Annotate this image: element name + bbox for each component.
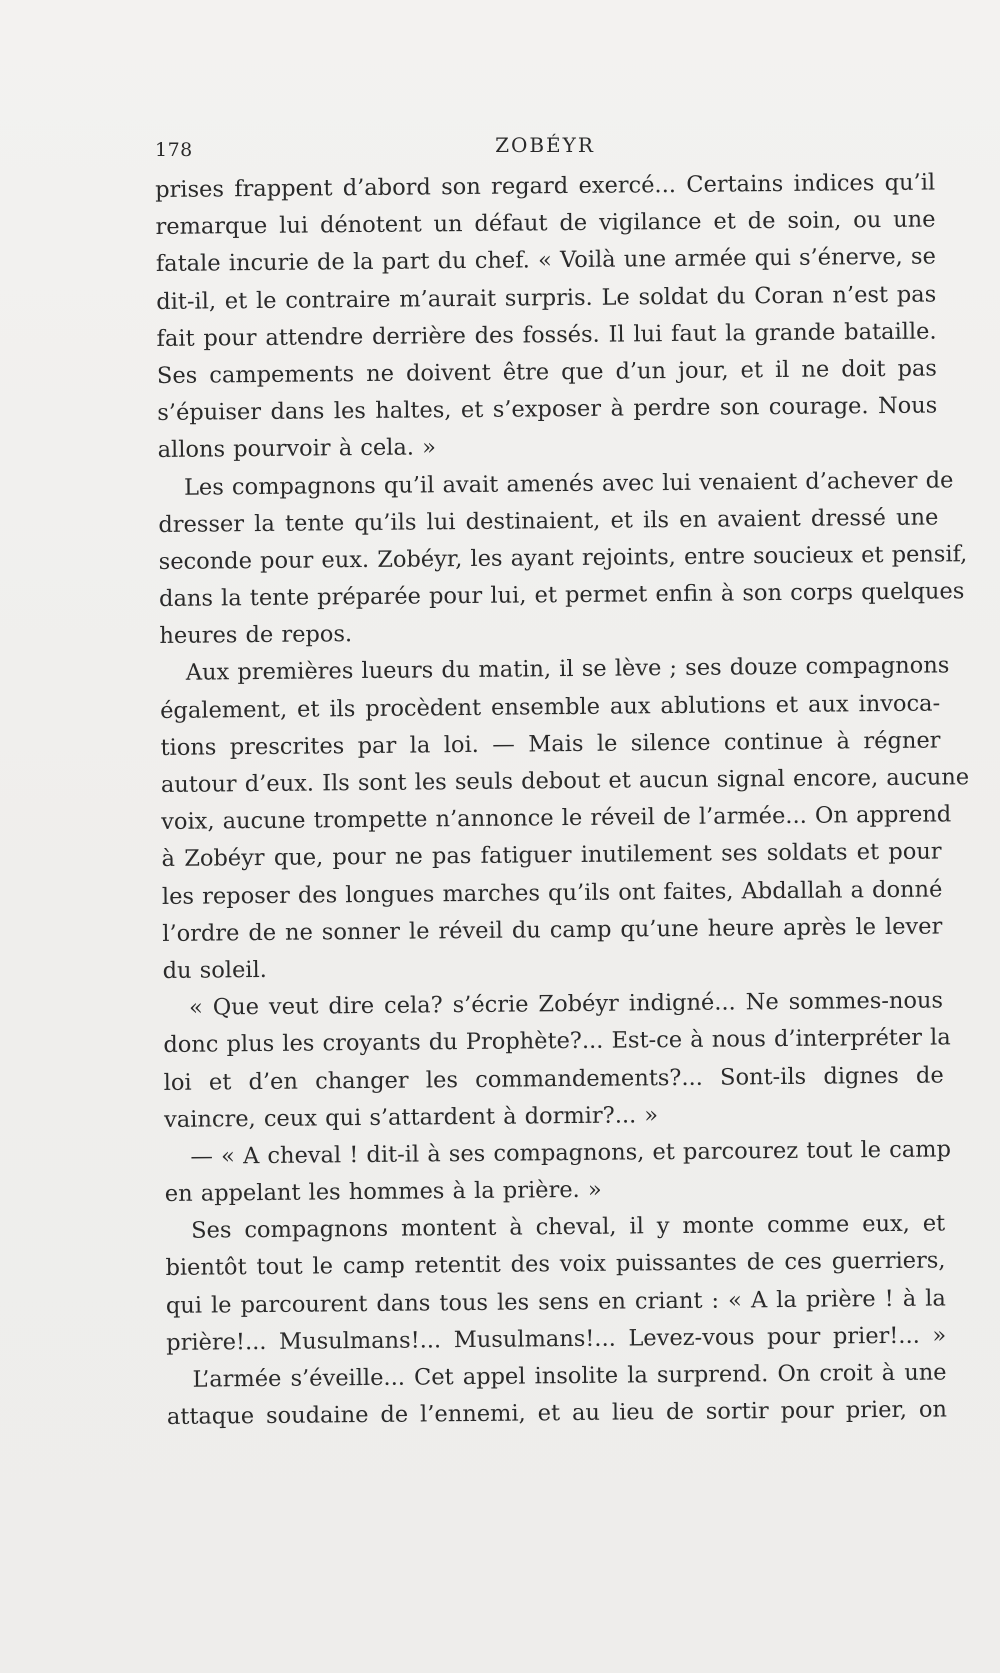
text-line: s’épuiser dans les haltes, et s’exposer à perdre son courage. Nous (157, 392, 938, 427)
text-line: fatale incurie de la part du chef. « Voilà une armée qui s’énerve, se (155, 243, 936, 278)
body-text (155, 165, 970, 1437)
text-line: en appelant les hommes à la prière. » (164, 1176, 602, 1208)
text-line: autour d’eux. Ils sont les seuls debout et aucun signal encore, aucune (160, 764, 970, 798)
page-number: 178 (155, 139, 193, 161)
text-line: l’ordre de ne sonner le réveil du camp qu’une heure après le lever (162, 913, 943, 947)
text-line: Ses compagnons montent à cheval, il y monte comme eux, et (191, 1210, 946, 1244)
text-line: prises frappent d’abord son regard exercé... Certains indices qu’il (155, 169, 936, 203)
text-line: — « A cheval ! dit-il à ses compagnons, et parcourez tout le camp (190, 1136, 952, 1170)
text-line: dresser la tente qu’ils lui destinaient, et ils en avaient dressé une (158, 504, 939, 538)
text-line: qui le parcourent dans tous les sens en criant : « A la prière ! à la (165, 1285, 946, 1319)
text-line: fait pour attendre derrière des fossés. Il lui faut la grande bataille. (156, 318, 937, 352)
text-line: tions prescrites par la loi. — Mais le silence continue à régner (160, 727, 941, 761)
text-line: dit-il, et le contraire m’aurait surpris. Le soldat du Coran n’est pas (156, 281, 937, 315)
text-line: dans la tente préparée pour lui, et permet enfin à son corps quelques (158, 578, 965, 613)
running-head (155, 133, 935, 163)
text-line: attaque soudaine de l’ennemi, et au lieu de sortir pour prier, on (166, 1396, 948, 1431)
text-line: bientôt tout le camp retentit des voix puissantes de ces guerriers, (165, 1247, 946, 1282)
text-line: voix, aucune trompette n’annonce le réveil de l’armée... On apprend (161, 801, 952, 836)
text-line: seconde pour eux. Zobéyr, les ayant rejoints, entre soucieux et pensif, (158, 541, 968, 575)
text-line: loi et d’en changer les commandements?... Sont-ils dignes de (163, 1061, 944, 1096)
text-line: Aux premières lueurs du matin, il se lève ; ses douze compagnons (185, 652, 950, 687)
text-line: les reposer des longues marches qu’ils ont faites, Abdallah a donné (161, 876, 943, 910)
text-line: L’armée s’éveille... Cet appel insolite la surprend. On croit à une (192, 1359, 947, 1393)
text-line: Les compagnons qu’il avait amenés avec lui venaient d’achever de (183, 466, 954, 501)
text-line: donc plus les croyants du Prophète?... Est-ce à nous d’interpréter la (163, 1024, 951, 1059)
text-line: heures de repos. (159, 621, 353, 650)
text-line: « Que veut dire cela? s’écrie Zobéyr indigné... Ne sommes-nous (188, 987, 944, 1021)
text-line: également, et ils procèdent ensemble aux ablutions et aux invoca- (160, 690, 941, 724)
text-line: prière!... Musulmans!... Musulmans!... Levez-vous pour prier!... » (166, 1322, 947, 1356)
text-line: vaincre, ceux qui s’attardent à dormir?... » (163, 1101, 659, 1133)
running-title: ZOBÉYR (495, 133, 595, 157)
text-line: du soleil. (162, 956, 267, 984)
text-line: allons pourvoir à cela. » (157, 434, 437, 464)
text-line: Ses campements ne doivent être que d’un jour, et il ne doit pas (156, 355, 938, 389)
text-line: remarque lui dénotent un défaut de vigilance et de soin, ou une (155, 206, 936, 241)
text-line: à Zobéyr que, pour ne pas fatiguer inutilement ses soldats et pour (161, 838, 942, 873)
